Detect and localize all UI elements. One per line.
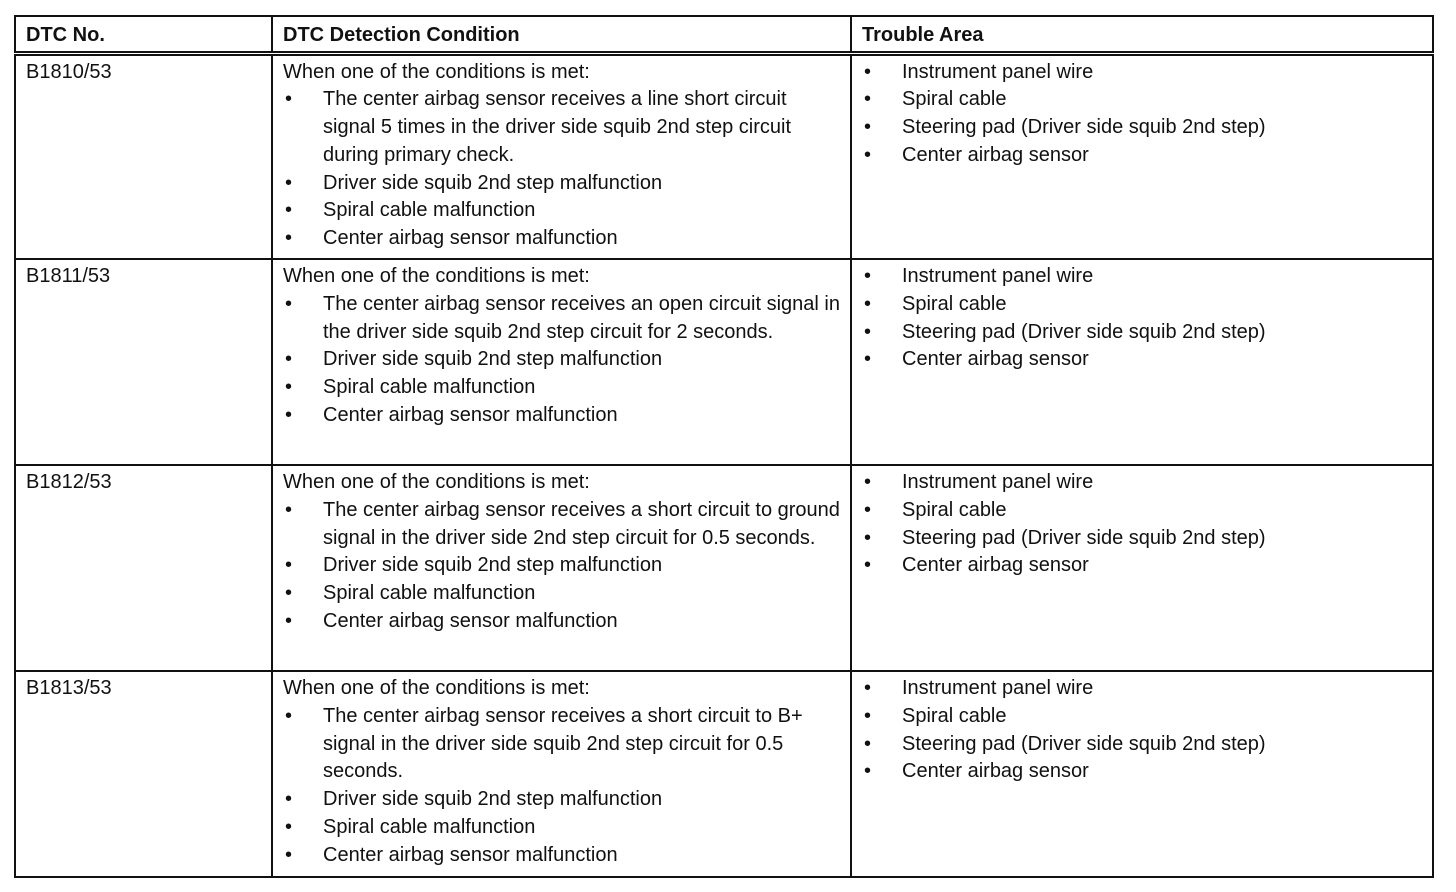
trouble-area-list [862,675,1422,786]
trouble-area-text: Steering pad (Driver side squib 2nd step) [902,116,1266,139]
trouble-area-text: Spiral cable [902,704,1007,727]
trouble-area-text: Spiral cable [902,88,1007,111]
detection-condition-cell [272,53,851,259]
table-row [15,259,1433,465]
trouble-area-text: Spiral cable [902,292,1007,315]
bullet-icon: • [864,526,872,549]
condition-intro: When one of the conditions is met: [283,265,590,287]
trouble-area-text: Center airbag sensor [902,348,1089,371]
table-row [15,53,1433,259]
trouble-area-text: Steering pad (Driver side squib 2nd step) [902,526,1266,549]
detection-condition-cell [272,465,851,671]
bullet-icon: • [285,227,293,250]
trouble-area-item [862,59,1422,87]
bullet-icon: • [285,554,293,577]
condition-intro: When one of the conditions is met: [283,471,590,493]
bullet-icon: • [285,704,293,727]
trouble-area-item [862,758,1422,786]
bullet-icon: • [864,60,872,83]
condition-item [283,552,840,580]
trouble-area-item [862,291,1422,319]
trouble-area-list [862,59,1422,170]
condition-text: The center airbag sensor receives a line short circuit signal 5 times in the driver side squib 2nd step circuit during primary check. [323,88,792,166]
condition-text: The center airbag sensor receives a short circuit to B+ signal in the driver side squib 2nd step circuit for 0.5 seconds. [323,704,803,783]
trouble-area-item [862,319,1422,347]
header-row [15,16,1433,53]
condition-text: Center airbag sensor malfunction [323,227,618,250]
condition-list [283,291,840,430]
bullet-icon: • [864,732,872,755]
bullet-icon: • [285,376,293,399]
table-body [15,53,1433,877]
bullet-icon: • [864,116,872,139]
condition-item [283,197,840,225]
bullet-icon: • [864,265,872,287]
condition-text: Center airbag sensor malfunction [323,843,618,866]
trouble-area-text: Instrument panel wire [902,60,1094,83]
condition-text: Spiral cable malfunction [323,199,536,222]
condition-text: Driver side squib 2nd step malfunction [323,171,663,194]
dtc-code-cell: B1812/53 [15,465,272,671]
trouble-area-item [862,525,1422,553]
condition-item [283,170,840,198]
bullet-icon: • [285,88,293,111]
trouble-area-item [862,552,1422,580]
trouble-area-item [862,86,1422,114]
condition-text: Spiral cable malfunction [323,376,536,399]
bullet-icon: • [864,292,872,315]
trouble-area-text: Instrument panel wire [902,265,1094,287]
bullet-icon: • [285,788,293,811]
bullet-icon: • [285,199,293,222]
trouble-area-text: Center airbag sensor [902,760,1089,783]
trouble-area-list [862,263,1422,374]
bullet-icon: • [285,609,293,632]
condition-item [283,402,840,430]
trouble-area-text: Steering pad (Driver side squib 2nd step) [902,320,1266,343]
condition-item [283,86,840,169]
table-row [15,671,1433,877]
dtc-code-cell: B1811/53 [15,259,272,465]
bullet-icon: • [864,677,872,699]
trouble-area-item [862,469,1422,497]
condition-intro: When one of the conditions is met: [283,677,590,699]
bullet-icon: • [864,471,872,493]
bullet-icon: • [864,88,872,111]
trouble-area-item [862,497,1422,525]
condition-item [283,608,840,636]
trouble-area-item [862,703,1422,731]
bullet-icon: • [285,292,293,315]
bullet-icon: • [285,171,293,194]
bullet-icon: • [864,320,872,343]
header-detection-condition: DTC Detection Condition [272,16,851,53]
condition-text: Spiral cable malfunction [323,582,536,605]
bullet-icon: • [864,348,872,371]
condition-item [283,346,840,374]
trouble-area-text: Instrument panel wire [902,471,1094,493]
condition-text: Driver side squib 2nd step malfunction [323,788,663,811]
condition-item [283,291,840,347]
bullet-icon: • [285,582,293,605]
condition-text: The center airbag sensor receives a short circuit to ground signal in the driver side 2nd step circuit for 0.5 seconds. [323,498,840,549]
bullet-icon: • [864,498,872,521]
detection-condition-cell [272,259,851,465]
trouble-area-text: Steering pad (Driver side squib 2nd step) [902,732,1266,755]
table-row [15,465,1433,671]
dtc-table [14,15,1434,878]
trouble-area-item [862,675,1422,703]
trouble-area-item [862,114,1422,142]
condition-text: Center airbag sensor malfunction [323,403,618,426]
bullet-icon: • [864,554,872,577]
condition-item [283,225,840,253]
condition-item [283,580,840,608]
trouble-area-list [862,469,1422,580]
condition-item [283,786,840,814]
trouble-area-item [862,731,1422,759]
trouble-area-text: Instrument panel wire [902,677,1094,699]
bullet-icon: • [864,760,872,783]
trouble-area-cell [851,465,1433,671]
condition-list [283,86,840,253]
bullet-icon: • [285,815,293,838]
condition-text: Driver side squib 2nd step malfunction [323,554,663,577]
trouble-area-text: Center airbag sensor [902,143,1089,166]
dtc-code-cell: B1813/53 [15,671,272,877]
trouble-area-cell [851,671,1433,877]
condition-text: Driver side squib 2nd step malfunction [323,348,663,371]
dtc-code-cell: B1810/53 [15,53,272,259]
condition-intro: When one of the conditions is met: [283,60,590,83]
trouble-area-text: Spiral cable [902,498,1007,521]
condition-item [283,703,840,786]
condition-item [283,814,840,842]
trouble-area-cell [851,259,1433,465]
trouble-area-item [862,142,1422,170]
trouble-area-cell [851,53,1433,259]
condition-item [283,842,840,870]
bullet-icon: • [864,704,872,727]
bullet-icon: • [285,348,293,371]
condition-list [283,703,840,870]
condition-item [283,497,840,553]
condition-item [283,374,840,402]
bullet-icon: • [285,403,293,426]
condition-text: The center airbag sensor receives an open circuit signal in the driver side squib 2nd step circuit for 2 seconds. [323,292,840,343]
bullet-icon: • [285,843,293,866]
bullet-icon: • [864,143,872,166]
condition-text: Center airbag sensor malfunction [323,609,618,632]
trouble-area-text: Center airbag sensor [902,554,1089,577]
trouble-area-item [862,263,1422,291]
header-trouble-area: Trouble Area [851,16,1433,53]
trouble-area-item [862,346,1422,374]
detection-condition-cell [272,671,851,877]
condition-list [283,497,840,636]
condition-text: Spiral cable malfunction [323,815,536,838]
bullet-icon: • [285,498,293,521]
header-dtc-no: DTC No. [15,16,272,53]
table-header [15,16,1433,53]
